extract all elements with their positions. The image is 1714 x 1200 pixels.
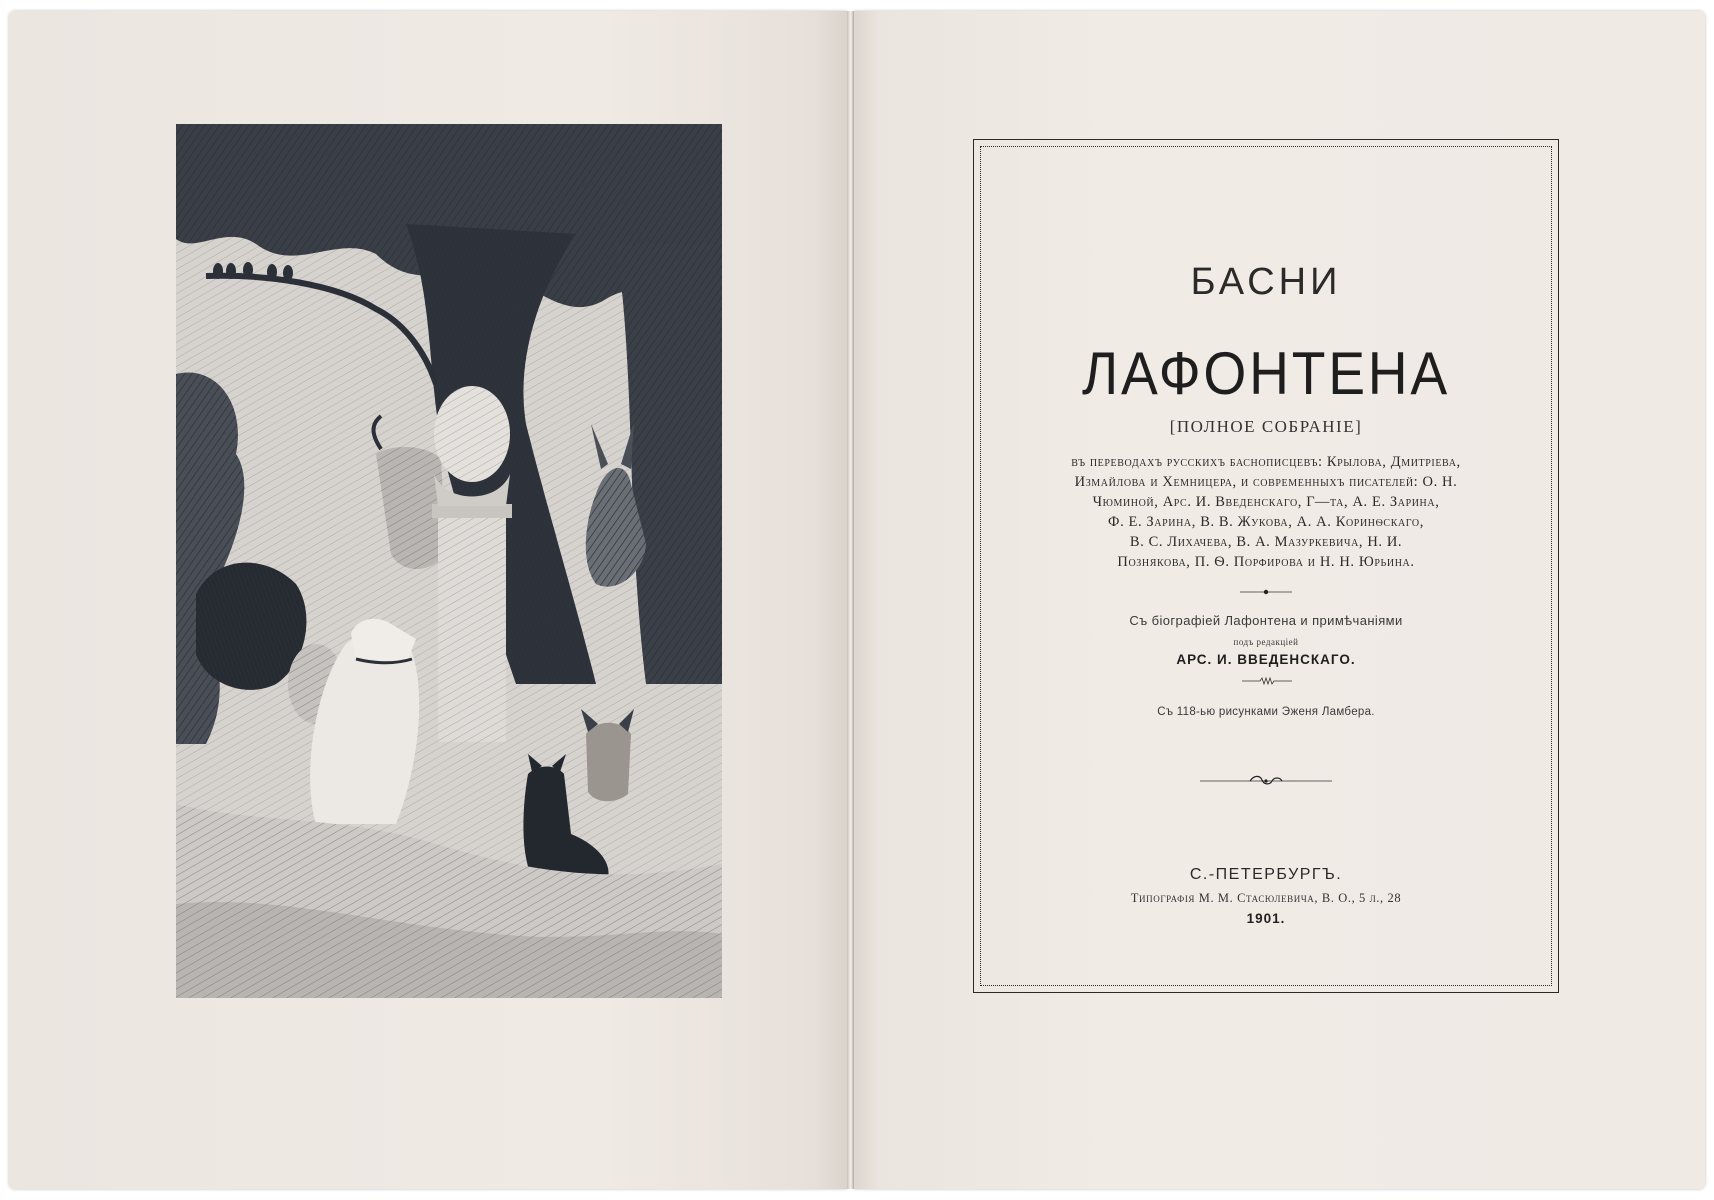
biography-subtitle: Съ біографіей Лафонтена и примѣчаніями [1129,613,1403,628]
translators-line: Измайлова и Хемницера, и современныхъ писателей: О. Н. [1074,474,1458,490]
left-page [9,11,847,1189]
right-page-title [854,11,1705,1189]
publication-year: 1901. [1246,911,1286,926]
dot-separator-icon [980,586,1552,598]
book-spread [9,11,1705,1189]
translators-line: въ переводахъ русскихъ баснописцевъ: Крылова, Дмитріева, [1071,454,1461,470]
printer-info: Типографія М. М. Стасюлевича, В. О., 5 л., 28 [1130,891,1402,905]
translators-line: В. С. Лихачева, В. А. Мазуркевича, Н. И. [1129,534,1403,550]
title-content [980,146,1552,986]
frontispiece-engraving [176,124,722,998]
editor-name: АРС. И. ВВЕДЕНСКАГО. [1176,652,1356,667]
book-gutter [847,11,854,1189]
translators-line: Чюминой, Арс. И. Введенскаго, Г—та, А. Е. Зарина, [1092,494,1440,510]
title-line-complete-collection: [ПОЛНОЕ СОБРАНІЕ] [1169,417,1363,436]
title-line-basni: БАСНИ [1190,261,1342,303]
wave-separator-icon [980,676,1552,686]
ornament-flourish-icon [980,774,1552,788]
translators-line: Ф. Е. Зарина, В. В. Жукова, А. А. Коринѳскаго, [1108,514,1424,530]
editor-label: подъ редакціей [1233,637,1299,647]
translators-line: Познякова, П. Ѳ. Порфирова и Н. Н. Юрьина. [1117,554,1415,570]
title-line-lafontena: ЛАФОНТЕНА [1081,340,1451,407]
translators-list [1040,452,1492,572]
publication-city: С.-ПЕТЕРБУРГЪ. [1189,866,1343,883]
illustrations-note: Съ 118-ью рисунками Эженя Ламбера. [1157,706,1375,718]
